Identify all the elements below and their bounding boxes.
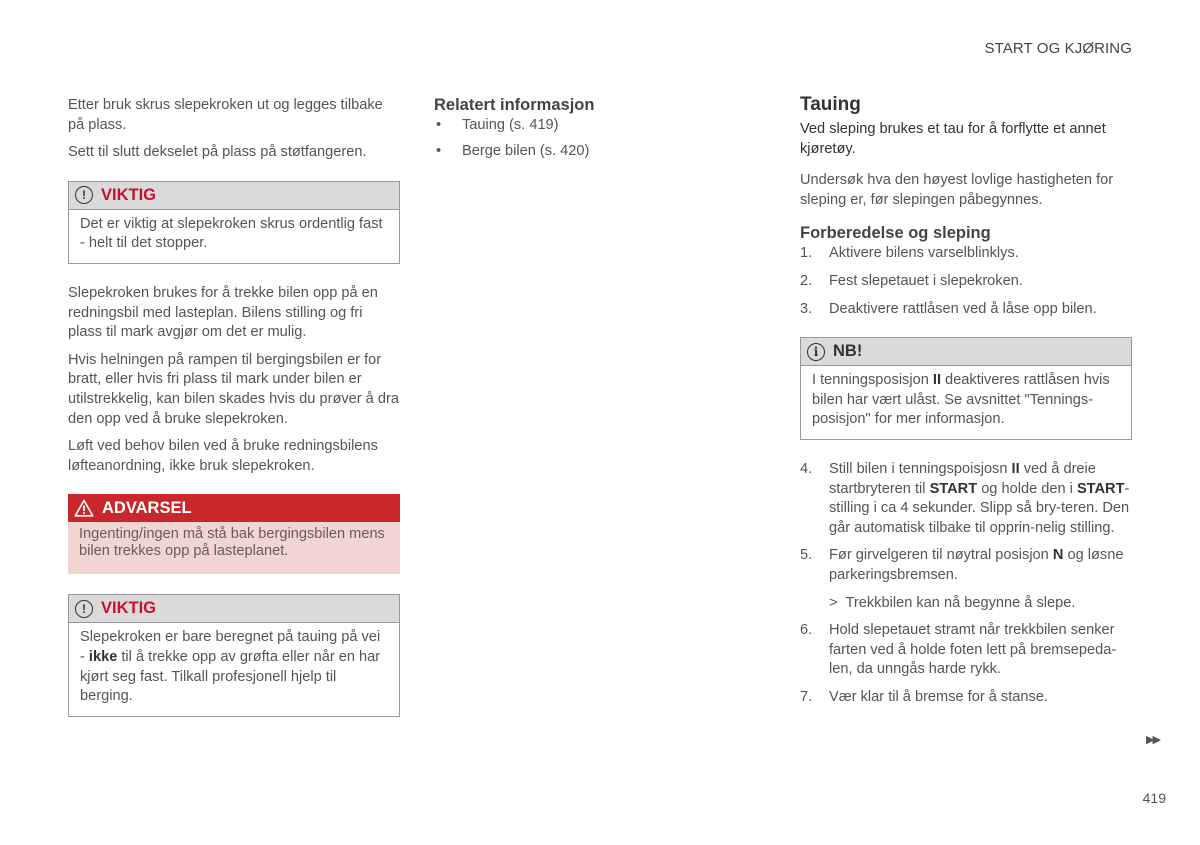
important-box-text: Det er viktig at slepekroken skrus ordentlig fast - helt til det stopper. [80, 215, 383, 252]
text-run: Før girvelgeren til nøytral posisjon [829, 547, 1053, 564]
text-run: Still bilen i tenningspoisjosn [829, 460, 1012, 477]
important-box-header [69, 595, 399, 623]
result-marker: > [829, 594, 838, 611]
continue-arrow-icon: ▶▶ [1146, 734, 1159, 746]
note-box [800, 337, 1132, 440]
section-title: Tauing [800, 94, 861, 115]
note-box-text [812, 371, 1120, 430]
column-right [800, 94, 1132, 715]
important-box [68, 181, 400, 264]
step-text: Aktivere bilens varselblinklys. [829, 245, 1019, 262]
important-box-title: VIKTIG [101, 599, 157, 618]
bullet: • [436, 142, 442, 159]
text-run: Slepekroken er bare beregnet på tauing på vei - [80, 629, 381, 665]
emphasis: II [1011, 460, 1020, 477]
warning-box-text: Ingenting/ingen må stå bak bergingsbilen mens bilen trekkes opp på lasteplanet. [79, 526, 385, 560]
note-box-title: NB! [833, 342, 863, 361]
text-run: til å trekke opp av grøfta eller når en har kjørt seg fast. Tilkall profesjonell hjelp til berging. [80, 648, 381, 705]
text-run: deaktiveres rattlåsen hvis bilen har vært ulåst. Se avsnittet "Tennings-posisjon" for mer informasjon. [812, 372, 1110, 428]
step-result [829, 594, 1132, 614]
subheading: Forberedelse og sleping [800, 224, 991, 243]
exclamation-circle-icon: ! [75, 600, 93, 618]
related-info-item[interactable] [434, 116, 754, 136]
paragraph: Hvis helningen på rampen til bergingsbilen er for bratt, eller hvis fri plass til mark under bilen er utilstrekkelig, kan bilen skades hvis du prøver å dra den opp ved å bruke slepekroken. [68, 351, 399, 427]
step-item [800, 460, 1132, 538]
paragraph: Slepekroken brukes for å trekke bilen opp på en redningsbil med lasteplan. Bilens stilling og fri plass til mark avgjør om det er mulig. [68, 284, 378, 341]
step-item [800, 272, 1132, 292]
steps-list [800, 460, 1132, 708]
text-run: og holde den i [977, 480, 1077, 497]
important-box-title: VIKTIG [101, 185, 157, 204]
warning-box-body [68, 522, 400, 574]
text-run: ved å dreie startbryteren til [829, 460, 1096, 497]
related-info-list [434, 116, 754, 161]
step-text: Fest slepetauet i slepekroken. [829, 272, 1023, 289]
section-header: START OG KJØRING [984, 40, 1132, 57]
step-number: 4. [800, 460, 813, 477]
step-number: 2. [800, 272, 813, 289]
paragraph: Løft ved behov bilen ved å bruke redningsbilens løfteanordning, ikke bruk slepekroken. [68, 438, 378, 474]
step-item [800, 621, 1132, 680]
important-box-body [69, 210, 399, 263]
info-circle-icon: i [807, 343, 825, 361]
warning-triangle-icon [74, 499, 94, 517]
step-item [800, 244, 1132, 264]
important-box-header [69, 182, 399, 210]
important-box-body [69, 623, 399, 715]
related-info-item[interactable] [434, 142, 754, 162]
column-left [68, 96, 400, 737]
emphasis: START [1076, 480, 1125, 497]
step-item [800, 546, 1132, 613]
emphasis: II [932, 372, 941, 389]
important-box-text [80, 628, 388, 706]
column-middle [434, 96, 754, 167]
step-item [800, 300, 1132, 320]
step-number: 6. [800, 622, 813, 639]
important-box [68, 594, 400, 716]
step-text: Vær klar til å bremse for å stanse. [829, 688, 1048, 705]
warning-box [68, 494, 400, 574]
related-info-heading: Relatert informasjon [434, 96, 595, 114]
exclamation-circle-icon: ! [75, 186, 93, 204]
step-text: Hold slepetauet stramt når trekkbilen senker farten ved å holde foten lett på bremsepeda-len, da unngås harde rykk. [829, 622, 1117, 678]
related-info-link[interactable]: Tauing (s. 419) [462, 117, 559, 133]
note-box-header [801, 338, 1131, 366]
step-text: Deaktivere rattlåsen ved å låse opp bilen. [829, 300, 1097, 317]
emphasis: N [1052, 547, 1064, 564]
paragraph: Etter bruk skrus slepekroken ut og legges tilbake på plass. [68, 97, 383, 133]
note-box-body [801, 366, 1131, 439]
emphasis: ikke [88, 648, 118, 665]
text-run: og løsne parkeringsbremsen. [829, 547, 1124, 583]
step-number: 7. [800, 688, 813, 705]
related-info-link[interactable]: Berge bilen (s. 420) [462, 142, 590, 159]
lead-paragraph: Ved sleping brukes et tau for å forflytte et annet kjøretøy. [800, 121, 1106, 157]
step-number: 1. [800, 245, 813, 262]
bullet: • [436, 117, 442, 133]
warning-box-title: ADVARSEL [102, 498, 192, 517]
text-run: -stilling i ca 4 sekunder. Slipp så bry-teren. Den går automatisk tilbake til opprin-nelig stilling. [829, 480, 1130, 536]
text-run: I tenningsposisjon [812, 372, 933, 389]
emphasis: START [929, 480, 978, 497]
result-text: Trekkbilen kan nå begynne å slepe. [845, 594, 1076, 611]
warning-box-header [68, 494, 400, 522]
step-number: 5. [800, 547, 813, 564]
steps-list [800, 244, 1132, 319]
step-number: 3. [800, 300, 813, 317]
page-number: 419 [1142, 790, 1166, 806]
paragraph: Undersøk hva den høyest lovlige hastigheten for sleping er, før slepingen påbegynnes. [800, 172, 1114, 208]
paragraph: Sett til slutt dekselet på plass på støtfangeren. [68, 144, 367, 161]
step-item [800, 688, 1132, 708]
